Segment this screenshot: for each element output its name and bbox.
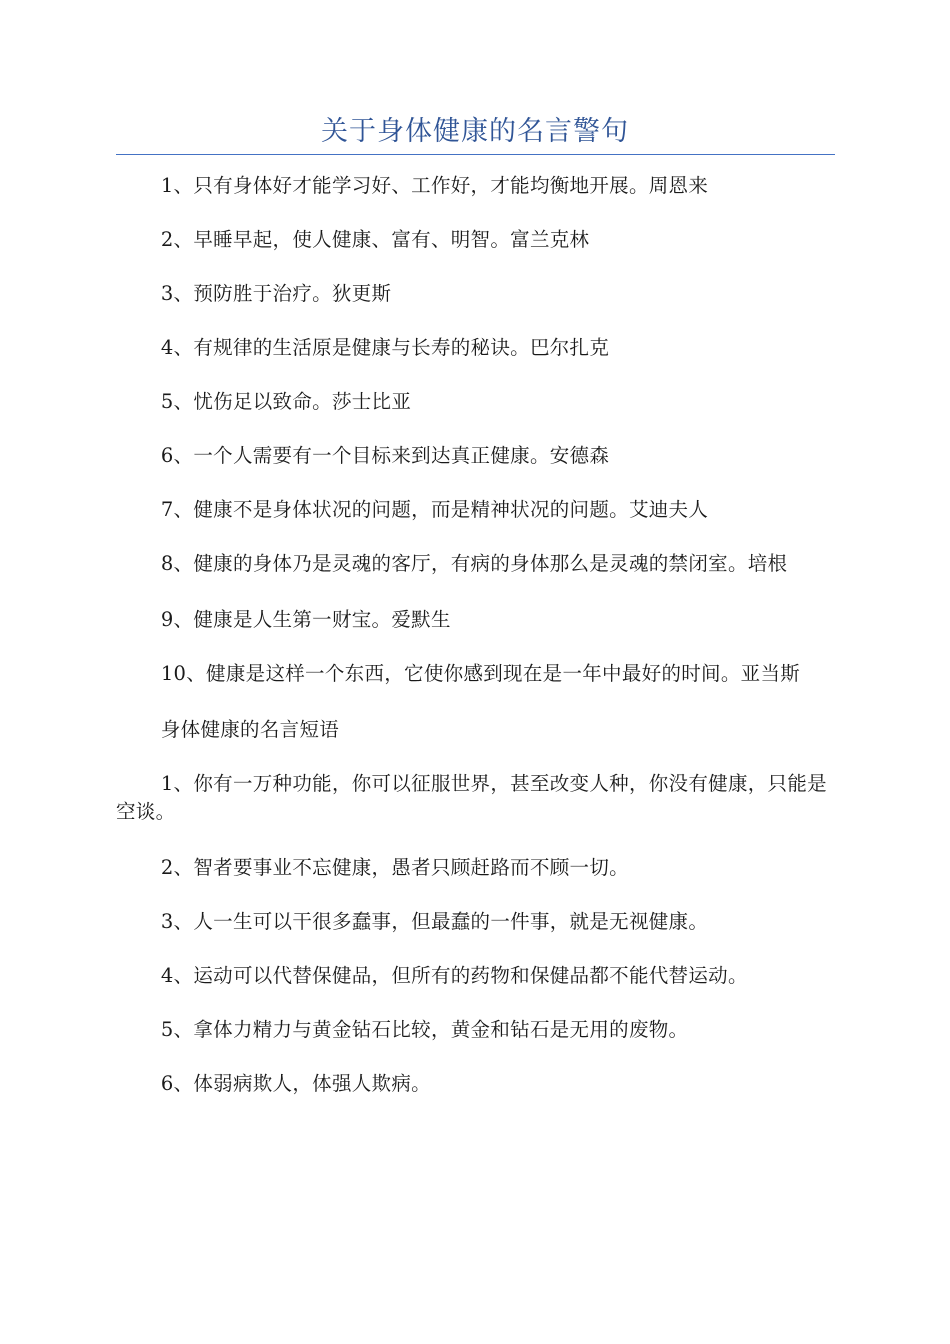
document-body: [116, 172, 835, 1124]
quote-paragraph-7: 7、健康不是身体状况的问题，而是精神状况的问题。艾迪夫人: [160, 498, 709, 521]
document-title: 关于身体健康的名言警句: [321, 116, 629, 147]
short-quote-1: 1、你有一万种功能，你可以征服世界，甚至改变人种，你没有健康，只能是空谈。: [116, 772, 827, 823]
quote-paragraph-4: 4、有规律的生活原是健康与长寿的秘诀。巴尔扎克: [160, 336, 610, 359]
quote-paragraph-3: 3、预防胜于治疗。狄更斯: [160, 282, 392, 305]
quote-paragraph-2: 2、早睡早起，使人健康、富有、明智。富兰克林: [160, 228, 590, 251]
quote-paragraph-8: 8、健康的身体乃是灵魂的客厅，有病的身体那么是灵魂的禁闭室。培根: [160, 552, 788, 575]
section-heading: 身体健康的名言短语: [160, 718, 340, 741]
quote-paragraph-5: 5、忧伤足以致命。莎士比亚: [160, 390, 412, 413]
short-quote-6: 6、体弱病欺人，体强人欺病。: [160, 1072, 431, 1095]
quote-paragraph-1: 1、只有身体好才能学习好、工作好，才能均衡地开展。周恩来: [160, 174, 709, 197]
short-quote-4: 4、运动可以代替保健品，但所有的药物和保健品都不能代替运动。: [160, 964, 748, 987]
quote-paragraph-6: 6、一个人需要有一个目标来到达真正健康。安德森: [160, 444, 610, 467]
title-underline: [116, 154, 835, 155]
quote-paragraph-9: 9、健康是人生第一财宝。爱默生: [160, 608, 451, 631]
quote-paragraph-10: 10、健康是这样一个东西，它使你感到现在是一年中最好的时间。亚当斯: [160, 662, 801, 685]
short-quote-2: 2、智者要事业不忘健康，愚者只顾赶路而不顾一切。: [160, 856, 629, 879]
short-quote-5: 5、拿体力精力与黄金钻石比较，黄金和钻石是无用的废物。: [160, 1018, 689, 1041]
short-quote-3: 3、人一生可以干很多蠢事，但最蠢的一件事，就是无视健康。: [160, 910, 709, 933]
